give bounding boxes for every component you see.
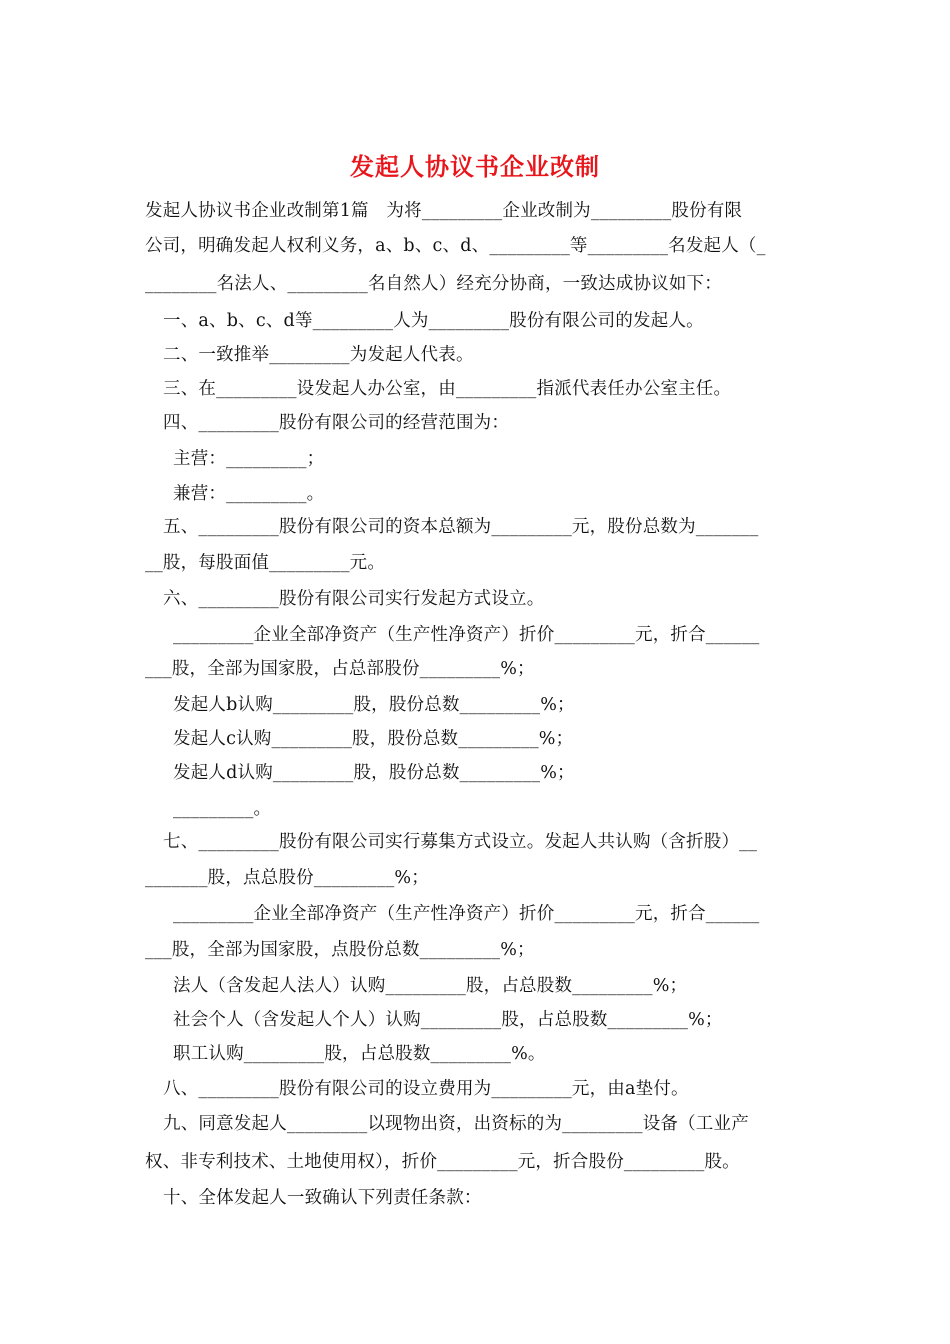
text-line: __股，每股面值_________元。 (145, 553, 386, 573)
text-line: 发起人协议书企业改制第1篇 为将_________企业改制为_________股份有限 (145, 201, 743, 221)
text-line: 职工认购_________股，占总股数_________%。 (173, 1044, 546, 1064)
text-line: 权、非专利技术、土地使用权），折价_________元，折合股份_________股。 (145, 1152, 740, 1172)
text-line: _________。 (173, 799, 272, 819)
text-line: _________企业全部净资产（生产性净资产）折价_________元，折合______ (173, 625, 760, 645)
clause-5: 五、_________股份有限公司的资本总额为_________元，股份总数为_______ (163, 517, 759, 537)
clause-9: 九、同意发起人_________以现物出资，出资标的为_________设备（工业产 (163, 1114, 749, 1134)
clause-4: 四、_________股份有限公司的经营范围为： (163, 413, 510, 433)
clause-7: 七、_________股份有限公司实行募集方式设立。发起人共认购（含折股）__ (163, 832, 758, 852)
text-line: 发起人d认购_________股，股份总数_________%； (173, 763, 575, 783)
text-line: _______股，点总股份_________%； (145, 868, 429, 888)
text-line: _________企业全部净资产（生产性净资产）折价_________元，折合______ (173, 904, 760, 924)
text-line: 发起人c认购_________股，股份总数_________%； (173, 729, 574, 749)
main-business: 主营：_________； (173, 449, 325, 469)
text-line: 法人（含发起人法人）认购_________股，占总股数_________%； (173, 976, 688, 996)
clause-2: 二、一致推举_________为发起人代表。 (163, 345, 474, 365)
text-line: ________名法人、_________名自然人）经充分协商，一致达成协议如下： (145, 274, 722, 294)
text-line: 发起人b认购_________股，股份总数_________%； (173, 695, 575, 715)
side-business: 兼营：_________。 (173, 484, 325, 504)
document-title: 发起人协议书企业改制 (350, 152, 600, 181)
clause-3: 三、在_________设发起人办公室，由_________指派代表任办公室主任。 (163, 379, 732, 399)
text-line: ___股，全部为国家股，点股份总数_________%； (145, 940, 535, 960)
clause-1: 一、a、b、c、d等_________人为_________股份有限公司的发起人。 (163, 311, 704, 331)
clause-6: 六、_________股份有限公司实行发起方式设立。 (163, 589, 545, 609)
text-line: 社会个人（含发起人个人）认购_________股，占总股数_________%； (173, 1010, 723, 1030)
text-line: ___股，全部为国家股，占总部股份_________%； (145, 659, 535, 679)
text-line: 公司，明确发起人权利义务，a、b、c、d、_________等_________名发起人（_ (145, 236, 766, 256)
clause-10: 十、全体发起人一致确认下列责任条款： (163, 1188, 482, 1208)
clause-8: 八、_________股份有限公司的设立费用为_________元，由a垫付。 (163, 1079, 689, 1099)
